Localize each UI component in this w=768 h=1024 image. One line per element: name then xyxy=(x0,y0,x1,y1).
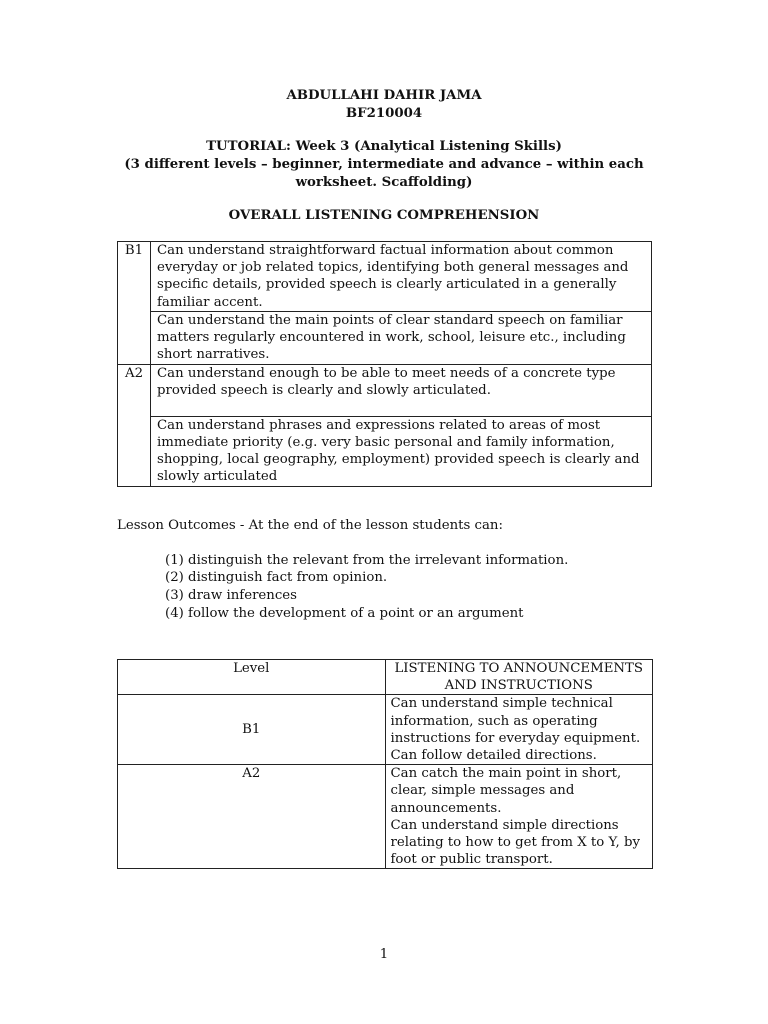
level-cell-a2: A2 xyxy=(118,765,386,869)
list-item: (1) distinguish the relevant from the irrelevant information. xyxy=(165,553,569,568)
announcements-table xyxy=(117,659,653,869)
author-name: ABDULLAHI DAHIR JAMA xyxy=(286,88,482,103)
column-header-level: Level xyxy=(118,660,386,695)
lesson-outcomes-intro: Lesson Outcomes - At the end of the lesson students can: xyxy=(117,518,503,533)
a2-descriptor-1: Can understand enough to be able to meet needs of a concrete type provided speech is clearly and slowly articulated. xyxy=(151,364,652,416)
b1-announcement-line1: Can understand simple technical information, such as operating instructions for everyday equipment. xyxy=(390,696,641,746)
b1-descriptor-1: Can understand straightforward factual information about common everyday or job related topics, identifying both general messages and specific details, provided speech is clearly articulated in a generally familiar accent. xyxy=(151,242,652,312)
section-title: OVERALL LISTENING COMPREHENSION xyxy=(228,208,540,223)
table-header-row xyxy=(118,660,653,695)
levels-note-line1: (3 different levels – beginner, intermediate and advance – within each xyxy=(124,157,644,172)
a2-announcement-line1: Can catch the main point in short, clear, simple messages and announcements. xyxy=(390,766,622,816)
column-header-title: LISTENING TO ANNOUNCEMENTS AND INSTRUCTIONS xyxy=(385,660,653,695)
overall-listening-table xyxy=(117,241,652,487)
table-row xyxy=(118,242,652,312)
b1-announcement-line2: Can follow detailed directions. xyxy=(390,748,597,764)
table-row xyxy=(118,416,652,486)
a2-announcement-cell xyxy=(385,765,653,869)
level-cell-a2: A2 xyxy=(118,364,151,486)
level-cell-b1: B1 xyxy=(118,695,386,765)
table-row xyxy=(118,312,652,365)
table-row xyxy=(118,765,653,869)
b1-announcement-cell xyxy=(385,695,653,765)
page-number: 1 xyxy=(379,947,389,962)
table-row xyxy=(118,364,652,416)
list-item: (3) draw inferences xyxy=(165,588,298,603)
list-item: (2) distinguish fact from opinion. xyxy=(165,570,388,585)
student-id: BF210004 xyxy=(345,106,423,121)
levels-note-line2: worksheet. Scaffolding) xyxy=(295,175,473,190)
table-row xyxy=(118,695,653,765)
tutorial-title: TUTORIAL: Week 3 (Analytical Listening Skills) xyxy=(206,139,562,154)
list-item: (4) follow the development of a point or an argument xyxy=(165,606,524,621)
level-cell-b1: B1 xyxy=(118,242,151,365)
a2-announcement-line2: Can understand simple directions relating to how to get from X to Y, by foot or public transport. xyxy=(390,817,641,868)
b1-descriptor-2: Can understand the main points of clear standard speech on familiar matters regularly encountered in work, school, leisure etc., including short narratives. xyxy=(151,312,652,365)
a2-descriptor-2: Can understand phrases and expressions related to areas of most immediate priority (e.g. very basic personal and family information, shopping, local geography, employment) provided speech is clearly and slowly articulated xyxy=(151,416,652,486)
